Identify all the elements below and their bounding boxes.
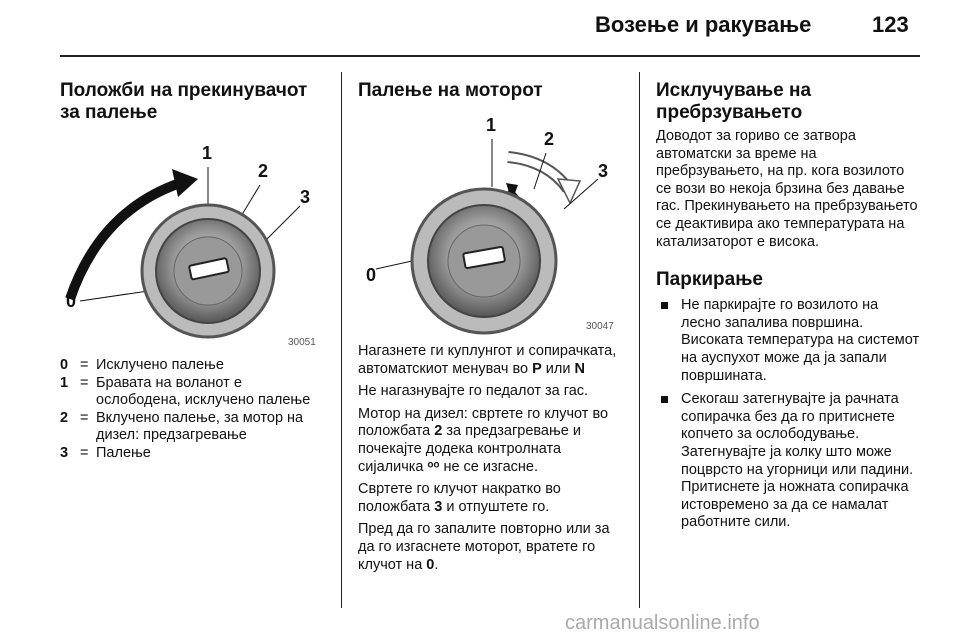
- legend-key: 1: [60, 374, 69, 391]
- position-3: 3: [434, 498, 443, 515]
- paragraph: [358, 343, 626, 378]
- legend-key: 0: [60, 357, 69, 373]
- bullet-text: Секогаш затегнувајте ја рачната сопирачка без да го притиснете копчето за ослободување. Затегнувајте ја колку што може поцврсто на угорници или падини. Притиснете ја ножната сопирачка истовремено за да се намалат работните сили.: [681, 391, 914, 531]
- list-item: [656, 297, 922, 385]
- figure-label-2: 2: [544, 129, 555, 149]
- parking-bullets: [656, 297, 922, 532]
- legend-row: [60, 410, 328, 445]
- watermark: carmanualsonline.info: [565, 612, 760, 634]
- ignition-figure-1: [60, 131, 322, 351]
- figure-label-3: 3: [598, 161, 609, 181]
- legend-key: 2: [60, 409, 69, 426]
- legend-eq: =: [80, 409, 89, 426]
- figure-code: 30047: [586, 321, 614, 332]
- legend-text: Палење: [96, 444, 151, 461]
- position-2: 2: [434, 423, 443, 440]
- legend-row: [60, 375, 328, 410]
- legend-text: Исклучено палење: [96, 357, 224, 373]
- starting-engine-text: [358, 343, 626, 574]
- legend-eq: =: [80, 444, 89, 461]
- gear-p: P: [532, 360, 542, 377]
- section-heading-parking: Паркирање: [656, 269, 763, 291]
- paragraph: Не нагазнувајте го педалот за гас.: [358, 383, 589, 400]
- paragraph: [358, 521, 626, 574]
- ignition-figure-2: [358, 109, 620, 335]
- text: и отпуштете го.: [442, 498, 550, 515]
- paragraph: [358, 481, 626, 516]
- column-overrun-parking: [656, 80, 922, 532]
- text: не се изгасне.: [439, 458, 539, 475]
- text: или: [541, 360, 575, 377]
- text: Мотор на дизел: свртете го клучот во положбата: [358, 405, 609, 440]
- figure-label-0: 0: [66, 291, 77, 311]
- gear-n: N: [574, 360, 585, 377]
- position-0: 0: [426, 556, 435, 573]
- header-rule: [60, 55, 920, 57]
- page-header-title: Возење и ракување: [595, 12, 812, 37]
- figure-legend: [60, 357, 328, 463]
- legend-row: [60, 445, 328, 463]
- figure-label-2: 2: [258, 161, 269, 181]
- column-starting-engine: [358, 80, 626, 574]
- figure-label-3: 3: [300, 187, 311, 207]
- paragraph: [358, 406, 626, 476]
- paragraph: Доводот за гориво се затвора автоматски за време на пребрзувањето, на пр. кога возилото се вози во некоја брзина без давање гас. Прекинувањето на пребрзувањето се деактивира ако температурата на катализаторот е висока.: [656, 128, 918, 250]
- page-number: 123: [872, 12, 909, 37]
- bullet-text: Не паркирајте го возилото на лесно запалива површина. Високата температура на системот на ауспухот може да ја запали површината.: [681, 297, 920, 384]
- ignition-switch-illustration: [60, 131, 322, 351]
- ignition-start-illustration: [358, 109, 620, 335]
- text: Нагазнете ги куплунгот и сопирачката, автоматскиот менувач во: [358, 343, 617, 377]
- section-heading-ignition-positions: Положби на прекинувачот за палење: [60, 80, 308, 123]
- section-heading-overrun-cutoff: Исклучување на пребрзувањето: [656, 80, 812, 123]
- legend-key: 3: [60, 444, 69, 461]
- bullet-square-icon: [661, 396, 668, 403]
- legend-text: Бравата на воланот е ослободена, исклучено палење: [96, 374, 311, 409]
- figure-label-1: 1: [486, 115, 497, 135]
- bullet-square-icon: [661, 302, 668, 309]
- legend-eq: =: [80, 374, 89, 391]
- text: .: [434, 556, 439, 573]
- legend-row: [60, 357, 328, 375]
- text: Свртете го клучот накратко во положбата: [358, 481, 561, 515]
- figure-label-0: 0: [366, 265, 377, 285]
- figure-label-1: 1: [202, 143, 213, 163]
- text: за предзагревање и почекајте додека контролната сијаличка: [358, 423, 581, 475]
- column-divider-1: [341, 72, 342, 608]
- figure-code: 30051: [288, 337, 316, 348]
- section-heading-starting-engine: Палење на моторот: [358, 80, 543, 101]
- column-ignition-positions: [60, 80, 328, 463]
- list-item: [656, 391, 922, 532]
- legend-text: Вклучено палење, за мотор на дизел: предзагревање: [96, 409, 304, 444]
- text: Пред да го запалите повторно или за да го изгаснете моторот, вратете го клучот на: [358, 521, 610, 573]
- column-divider-2: [639, 72, 640, 608]
- legend-eq: =: [80, 357, 89, 373]
- glow-plug-icon: ᵒᵒ: [427, 458, 440, 475]
